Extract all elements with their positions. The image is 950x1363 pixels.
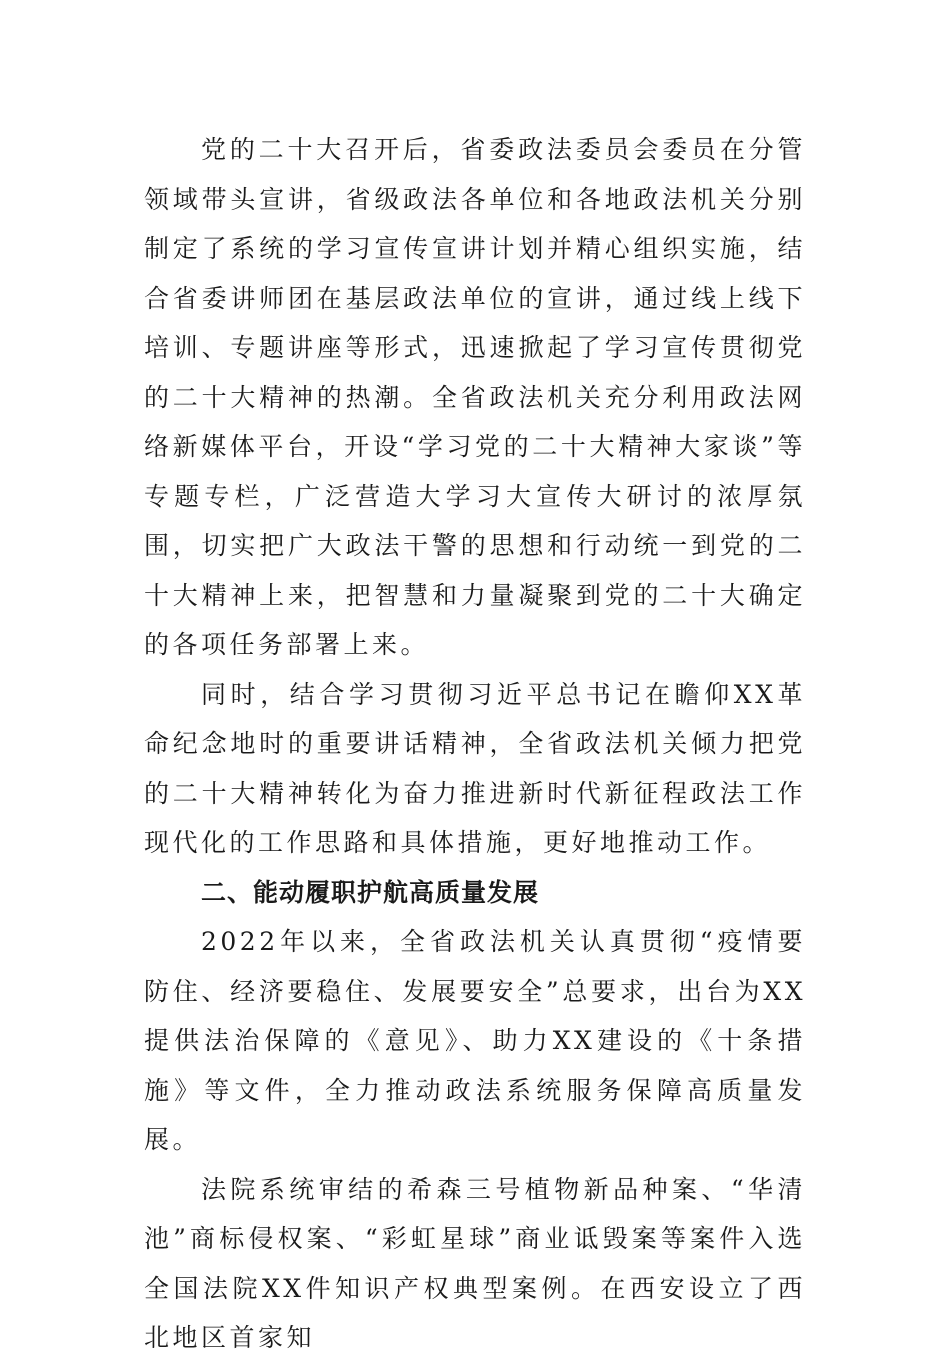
- section-heading: 二、能动履职护航高质量发展: [201, 877, 540, 907]
- paragraph-2: 同时，结合学习贯彻习近平总书记在瞻仰XX革命纪念地时的重要讲话精神，全省政法机关倾力把党的二十大精神转化为奋力推进新时代新征程政法工作现代化的工作思路和具体措施，更好地推动工作。: [144, 679, 806, 857]
- paragraph-4: 法院系统审结的希森三号植物新品种案、“华清池”商标侵权案、“彩虹星球”商业诋毁案等案件入选全国法院XX件知识产权典型案例。在西安设立了西北地区首家知: [144, 1174, 806, 1352]
- paragraph-3: 2022年以来，全省政法机关认真贯彻“疫情要防住、经济要稳住、发展要安全”总要求，出台为XX提供法治保障的《意见》、助力XX建设的《十条措施》等文件，全力推动政法系统服务保障高质量发展。: [144, 927, 806, 1154]
- document-body: [144, 125, 806, 1363]
- paragraph-1: 党的二十大召开后，省委政法委员会委员在分管领域带头宣讲，省级政法各单位和各地政法机关分别制定了系统的学习宣传宣讲计划并精心组织实施，结合省委讲师团在基层政法单位的宣讲，通过线上线下培训、专题讲座等形式，迅速掀起了学习宣传贯彻党的二十大精神的热潮。全省政法机关充分利用政法网络新媒体平台，开设“学习党的二十大精神大家谈”等专题专栏，广泛营造大学习大宣传大研讨的浓厚氛围，切实把广大政法干警的思想和行动统一到党的二十大精神上来，把智慧和力量凝聚到党的二十大确定的各项任务部署上来。: [144, 135, 806, 659]
